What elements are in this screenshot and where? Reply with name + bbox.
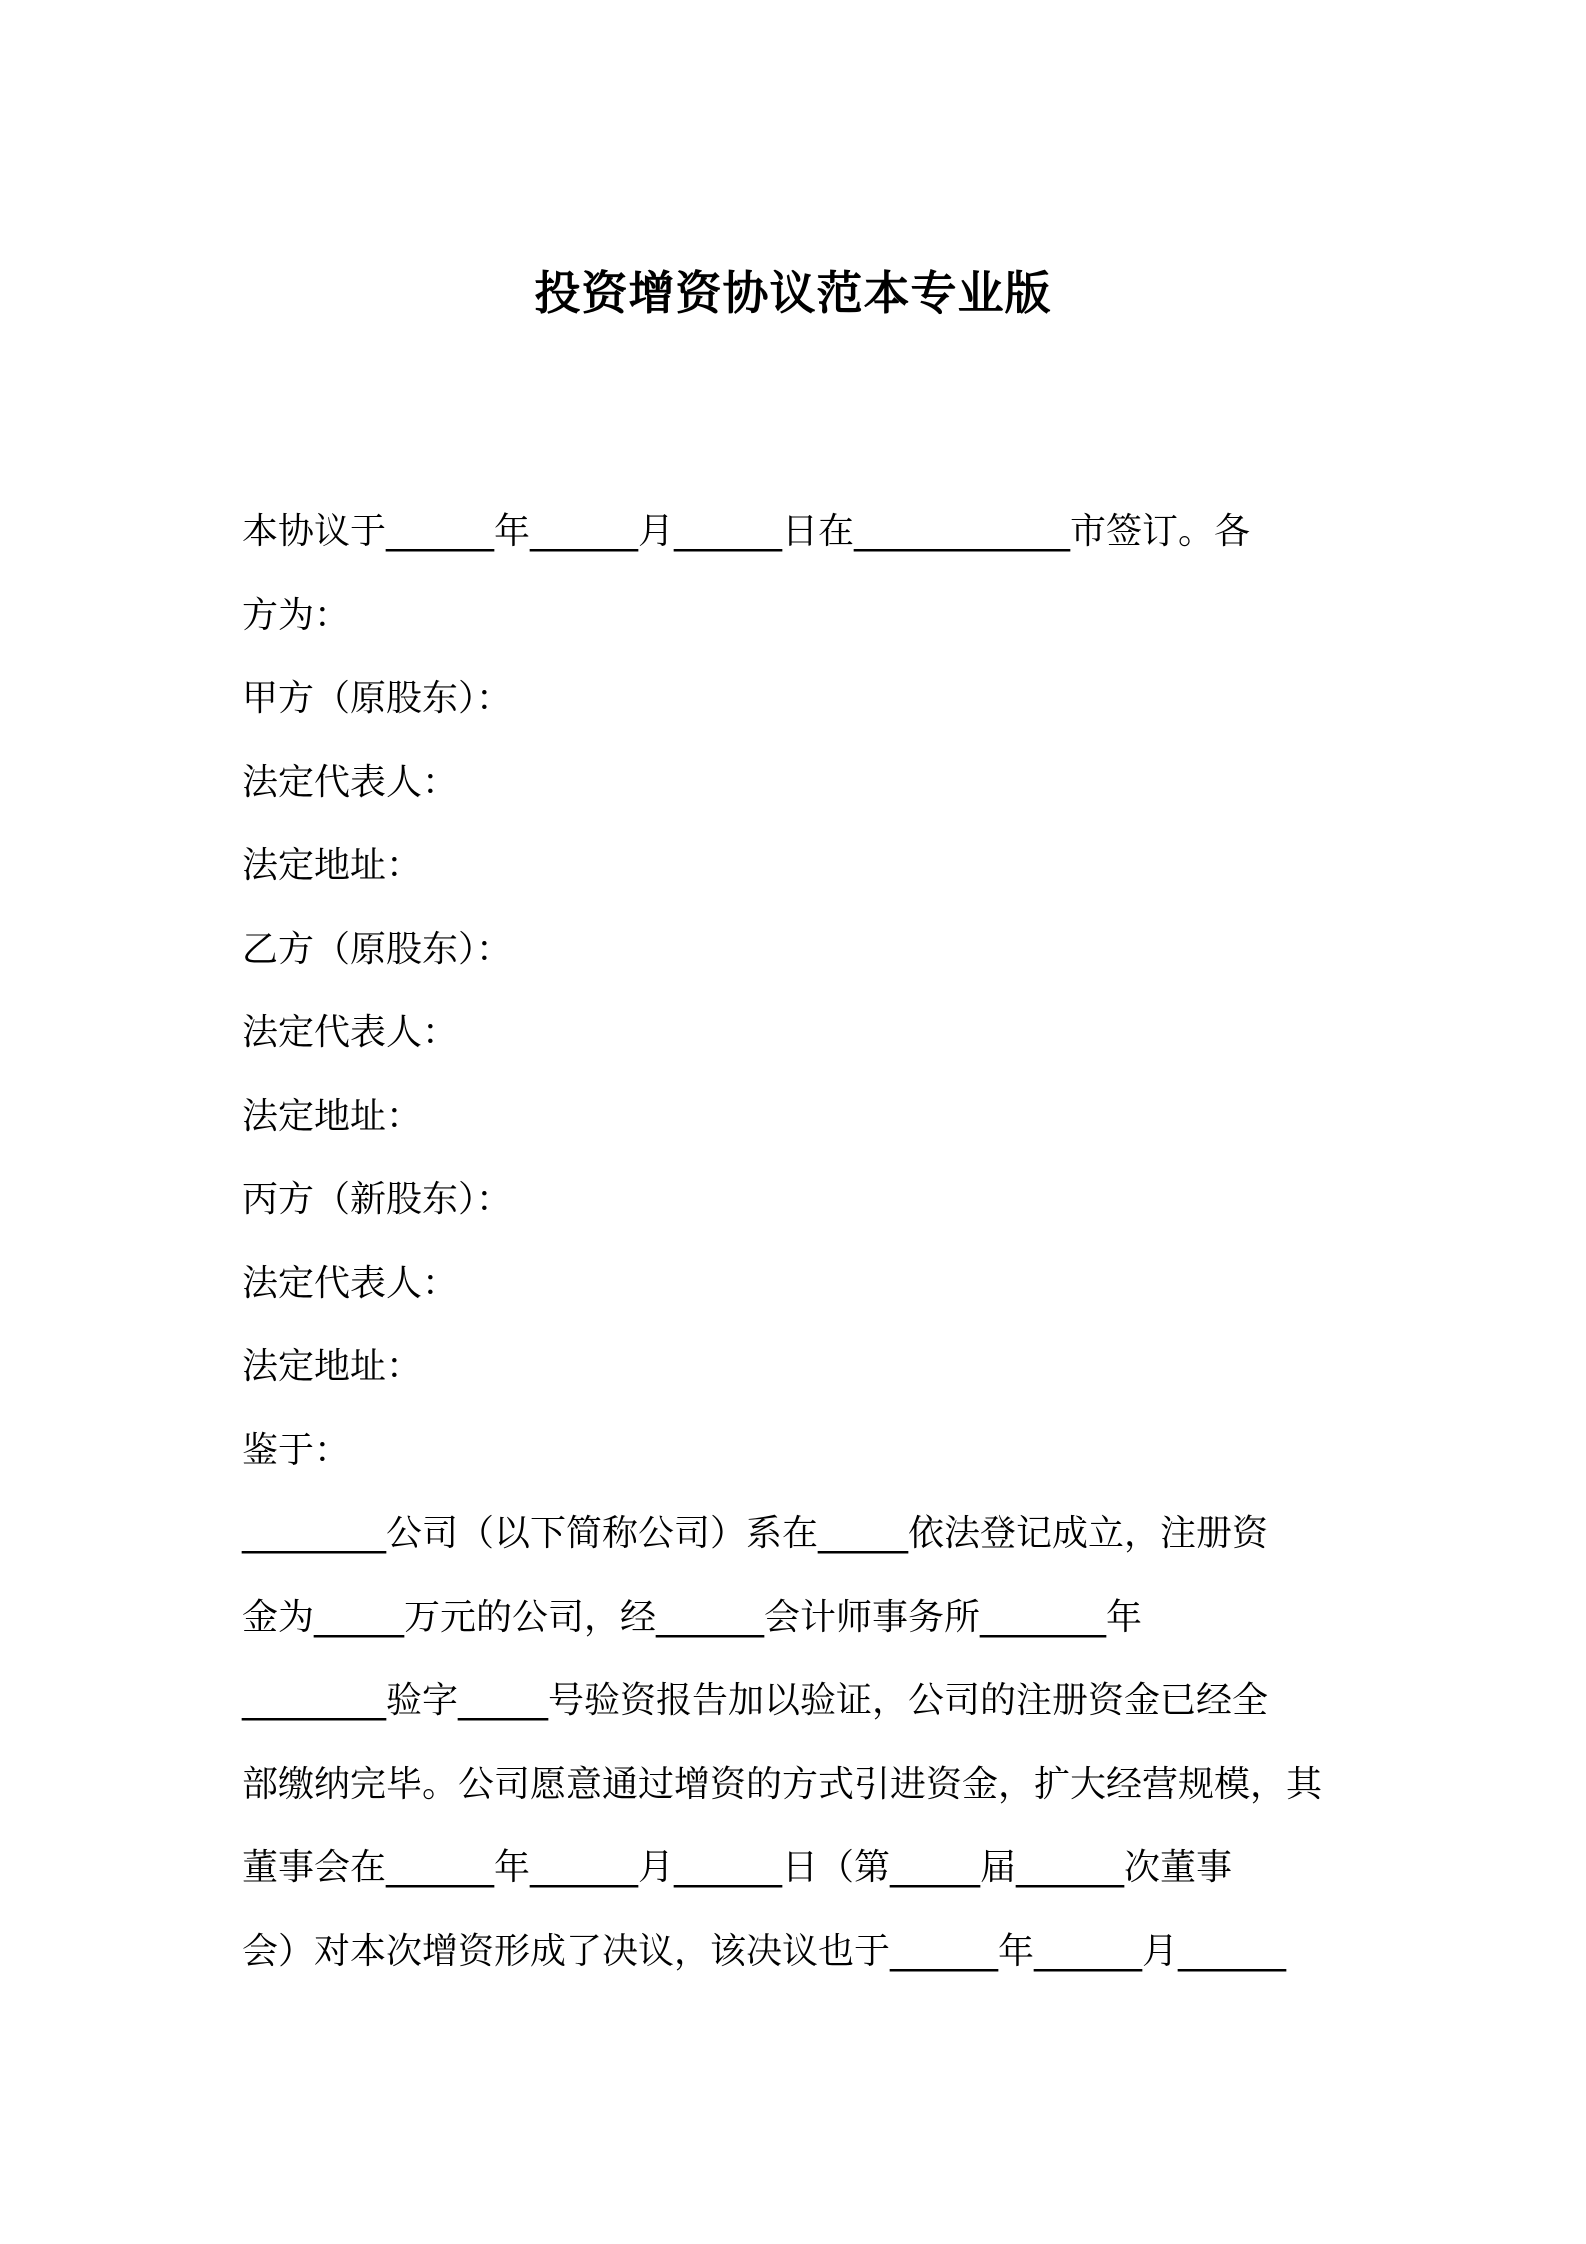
- paragraph-line: 会）对本次增资形成了决议，该决议也于______年______月______: [242, 1930, 1287, 1972]
- paragraph-line: 本协议于______年______月______日在____________市签订。各: [242, 511, 1251, 552]
- party-c-representative: 法定代表人：: [242, 1262, 459, 1304]
- paragraph-line: 金为_____万元的公司，经______会计师事务所_______年: [242, 1596, 1143, 1638]
- agreement-body: [242, 490, 1362, 1993]
- party-b-address: 法定地址：: [242, 1095, 423, 1137]
- party-c-address: 法定地址：: [242, 1346, 423, 1387]
- paragraph-line: 部缴纳完毕。公司愿意通过增资的方式引进资金，扩大经营规模，其: [242, 1763, 1323, 1805]
- party-a-representative: 法定代表人：: [242, 761, 459, 803]
- party-a-address: 法定地址：: [242, 845, 423, 886]
- paragraph-line: ________公司（以下简称公司）系在_____依法登记成立，注册资: [242, 1513, 1269, 1554]
- paragraph-line: 方为：: [242, 594, 351, 636]
- party-b-representative: 法定代表人：: [242, 1012, 459, 1053]
- whereas-heading: 鉴于：: [242, 1429, 351, 1471]
- paragraph-line: 董事会在______年______月______日（第_____届______次董事: [242, 1847, 1233, 1888]
- party-c-heading: 丙方（新股东）：: [242, 1179, 513, 1220]
- party-b-heading: 乙方（原股东）：: [242, 928, 513, 970]
- page-title: 投资增资协议范本专业版: [534, 266, 1052, 320]
- paragraph-line: ________验字_____号验资报告加以验证，公司的注册资金已经全: [242, 1680, 1269, 1721]
- party-a-heading: 甲方（原股东）：: [242, 678, 513, 719]
